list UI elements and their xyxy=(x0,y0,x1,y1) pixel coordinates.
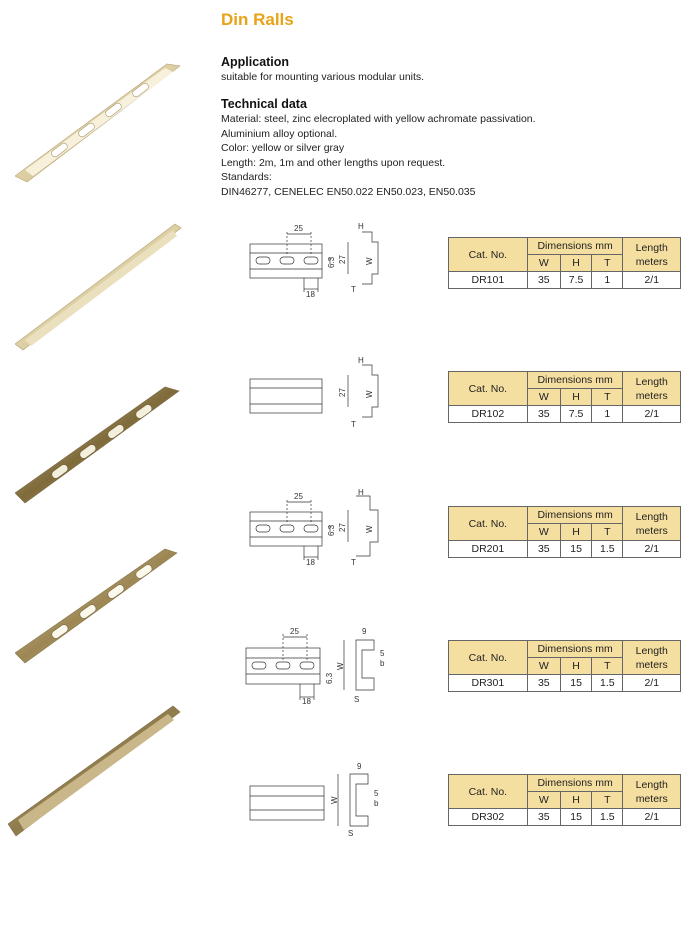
table-row xyxy=(449,406,681,423)
t-header: T xyxy=(592,524,623,541)
dim-pitch-label: 25 xyxy=(294,492,303,501)
dimensions-header: Dimensions mm xyxy=(527,775,623,792)
dimensions-header: Dimensions mm xyxy=(527,641,623,658)
t-cell: 1.5 xyxy=(592,809,623,826)
t-cell: 1 xyxy=(592,272,623,289)
w-cell: 35 xyxy=(527,675,560,692)
dim-lip-label: 9 xyxy=(362,627,367,636)
alloy-line: Aluminium alloy optional. xyxy=(221,127,338,140)
drawing-dr201 xyxy=(244,488,394,568)
t-header: T xyxy=(592,658,623,675)
dim-b-value-label: 5 xyxy=(374,789,379,798)
w-cell: 35 xyxy=(527,809,560,826)
h-cell: 15 xyxy=(560,809,591,826)
w-header: W xyxy=(527,389,560,406)
length-header: Length meters xyxy=(623,238,681,272)
standards-label: Standards: xyxy=(221,171,272,184)
dim-height-label: 27 xyxy=(338,388,347,397)
cat-no-cell: DR101 xyxy=(449,272,528,289)
dim-b-label: b xyxy=(380,659,385,668)
length-header: Length meters xyxy=(623,641,681,675)
h-header: H xyxy=(560,792,591,809)
dim-b-value-label: 5 xyxy=(380,649,385,658)
dim-slot-length-label: 18 xyxy=(306,290,315,299)
dim-w-label: W xyxy=(365,525,374,533)
color-line: Color: yellow or silver gray xyxy=(221,142,345,155)
h-header: H xyxy=(560,255,591,272)
dim-h-label: H xyxy=(358,222,364,231)
dim-w-label: W xyxy=(336,662,345,670)
spec-table-dr302 xyxy=(448,774,681,826)
dim-s-label: S xyxy=(348,829,354,838)
material-line: Material: steel, zinc elecroplated with yellow achromate passivation. xyxy=(221,113,536,125)
spec-table-dr102 xyxy=(448,371,681,423)
h-cell: 7.5 xyxy=(560,406,591,423)
dim-t-label: T xyxy=(351,420,356,429)
length-cell: 2/1 xyxy=(623,541,681,558)
t-cell: 1.5 xyxy=(592,541,623,558)
dim-pitch-label: 25 xyxy=(290,627,299,636)
drawing-dr301 xyxy=(240,622,390,707)
length-cell: 2/1 xyxy=(623,272,681,289)
length-cell: 2/1 xyxy=(623,675,681,692)
w-cell: 35 xyxy=(527,272,560,289)
dim-w-label: W xyxy=(330,796,339,804)
h-cell: 15 xyxy=(560,541,591,558)
table-row xyxy=(449,809,681,826)
table-row xyxy=(449,541,681,558)
dim-w-label: W xyxy=(365,390,374,398)
rail-image-slotted-deep xyxy=(15,545,185,670)
page-title: Din Ralls xyxy=(221,10,294,29)
dim-s-label: S xyxy=(354,695,360,704)
length-header: Length meters xyxy=(623,507,681,541)
cat-no-header: Cat. No. xyxy=(449,238,528,272)
dim-slot-length-label: 18 xyxy=(302,697,311,706)
h-cell: 7.5 xyxy=(560,272,591,289)
w-header: W xyxy=(527,792,560,809)
t-cell: 1 xyxy=(592,406,623,423)
dim-slot-width-label: 6.3 xyxy=(327,256,336,268)
drawing-dr302 xyxy=(244,760,394,845)
length-line: Length: 2m, 1m and other lengths upon request. xyxy=(221,156,446,169)
dim-b-label: b xyxy=(374,799,379,808)
dim-t-label: T xyxy=(351,285,356,294)
standards-value: DIN46277, CENELEC EN50.022 EN50.023, EN50.035 xyxy=(221,185,476,198)
dim-height-label: 27 xyxy=(338,523,347,532)
length-cell: 2/1 xyxy=(623,809,681,826)
w-cell: 35 xyxy=(527,541,560,558)
dim-height-label: 27 xyxy=(338,255,347,264)
technical-heading: Technical data xyxy=(221,97,307,111)
spec-table-dr101 xyxy=(448,237,681,289)
cat-no-cell: DR201 xyxy=(449,541,528,558)
h-cell: 15 xyxy=(560,675,591,692)
w-header: W xyxy=(527,255,560,272)
dim-slot-length-label: 18 xyxy=(306,558,315,567)
cat-no-cell: DR302 xyxy=(449,809,528,826)
application-text: suitable for mounting various modular units. xyxy=(221,71,425,83)
drawing-dr102 xyxy=(244,355,394,435)
rail-image-plain-deep xyxy=(8,702,183,842)
application-heading: Application xyxy=(221,55,290,69)
w-header: W xyxy=(527,524,560,541)
technical-data-block xyxy=(221,112,536,200)
rail-image-plain-1 xyxy=(15,220,185,355)
cat-no-header: Cat. No. xyxy=(449,641,528,675)
dim-slot-width-label: 6.3 xyxy=(325,672,334,684)
w-cell: 35 xyxy=(527,406,560,423)
cat-no-header: Cat. No. xyxy=(449,775,528,809)
t-header: T xyxy=(592,389,623,406)
h-header: H xyxy=(560,524,591,541)
t-header: T xyxy=(592,792,623,809)
length-header: Length meters xyxy=(623,372,681,406)
h-header: H xyxy=(560,658,591,675)
t-cell: 1.5 xyxy=(592,675,623,692)
rail-image-slotted-dark xyxy=(15,383,185,508)
dimensions-header: Dimensions mm xyxy=(527,372,623,389)
dim-h-label: H xyxy=(358,488,364,497)
length-header: Length meters xyxy=(623,775,681,809)
length-cell: 2/1 xyxy=(623,406,681,423)
dimensions-header: Dimensions mm xyxy=(527,507,623,524)
t-header: T xyxy=(592,255,623,272)
dim-lip-label: 9 xyxy=(357,762,362,771)
drawing-dr101 xyxy=(244,220,394,300)
w-header: W xyxy=(527,658,560,675)
dim-t-label: T xyxy=(351,558,356,567)
cat-no-cell: DR102 xyxy=(449,406,528,423)
cat-no-cell: DR301 xyxy=(449,675,528,692)
table-row xyxy=(449,272,681,289)
dim-h-label: H xyxy=(358,356,364,365)
h-header: H xyxy=(560,389,591,406)
rail-image-slotted-top xyxy=(15,58,185,188)
cat-no-header: Cat. No. xyxy=(449,507,528,541)
cat-no-header: Cat. No. xyxy=(449,372,528,406)
table-row xyxy=(449,675,681,692)
dim-w-label: W xyxy=(365,257,374,265)
dim-slot-width-label: 6.3 xyxy=(327,524,336,536)
dim-pitch-label: 25 xyxy=(294,224,303,233)
spec-table-dr201 xyxy=(448,506,681,558)
dimensions-header: Dimensions mm xyxy=(527,238,623,255)
spec-table-dr301 xyxy=(448,640,681,692)
